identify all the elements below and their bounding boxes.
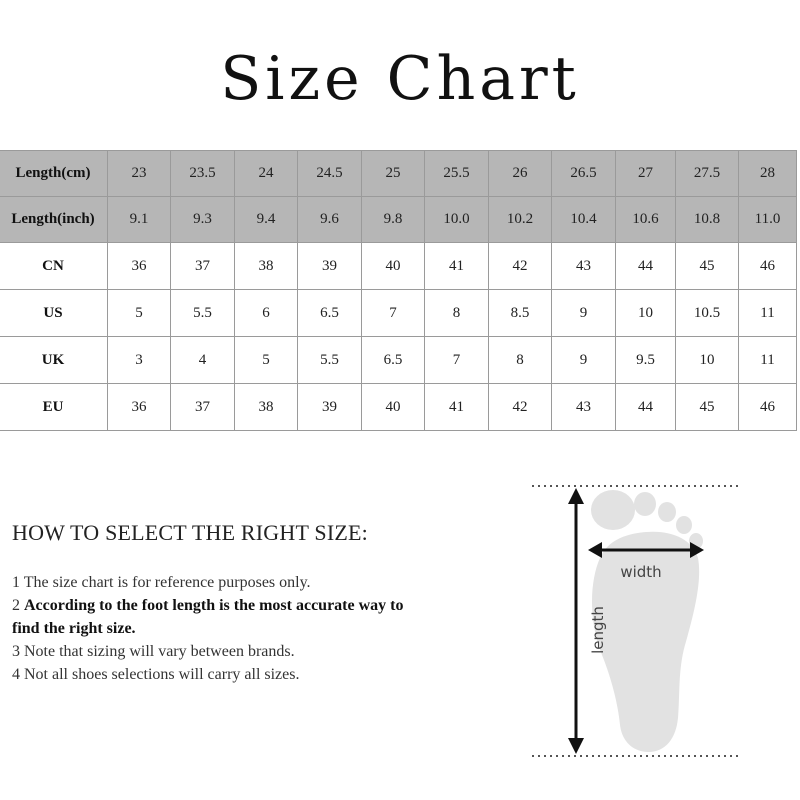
table-cell: 5 [235, 337, 298, 384]
table-cell: 41 [425, 243, 489, 290]
table-cell: 43 [552, 243, 616, 290]
table-cell: 9.6 [298, 197, 362, 243]
table-cell: 7 [362, 290, 425, 337]
table-cell: 45 [676, 243, 739, 290]
table-row [0, 151, 797, 197]
table-row [0, 384, 797, 431]
length-arrow-top-head [568, 488, 584, 504]
tip-text: Not all shoes selections will carry all sizes. [24, 666, 300, 683]
length-label: length [589, 606, 607, 654]
table-cell: 40 [362, 243, 425, 290]
table-cell: 6.5 [362, 337, 425, 384]
tip-text: The size chart is for reference purposes only. [23, 574, 311, 591]
table-cell: 38 [235, 384, 298, 431]
width-label: width [620, 563, 662, 581]
table-cell: 8.5 [489, 290, 552, 337]
table-row [0, 290, 797, 337]
tip-number: 2 [12, 597, 20, 614]
tip-item [12, 640, 432, 663]
table-cell: 46 [739, 243, 797, 290]
table-cell: 10.0 [425, 197, 489, 243]
table-cell: 9.4 [235, 197, 298, 243]
row-label: CN [0, 243, 108, 290]
howto-heading: HOW TO SELECT THE RIGHT SIZE: [12, 520, 368, 545]
page-title: Size Chart [220, 44, 580, 114]
table-cell: 37 [171, 243, 235, 290]
table-cell: 5.5 [298, 337, 362, 384]
foot-diagram [520, 470, 770, 770]
table-cell: 7 [425, 337, 489, 384]
tips-list [12, 571, 432, 686]
table-cell: 28 [739, 151, 797, 197]
table-cell: 10 [676, 337, 739, 384]
table-row [0, 243, 797, 290]
table-cell: 9 [552, 290, 616, 337]
table-cell: 39 [298, 243, 362, 290]
table-cell: 24.5 [298, 151, 362, 197]
table-cell: 6 [235, 290, 298, 337]
table-cell: 36 [108, 384, 171, 431]
table-cell: 40 [362, 384, 425, 431]
table-cell: 27.5 [676, 151, 739, 197]
table-cell: 8 [489, 337, 552, 384]
table-cell: 10.8 [676, 197, 739, 243]
table-row [0, 197, 797, 243]
width-arrow-left-head [588, 542, 602, 558]
table-cell: 9.1 [108, 197, 171, 243]
table-cell: 39 [298, 384, 362, 431]
table-cell: 42 [489, 384, 552, 431]
tip-item [12, 571, 432, 594]
tip-text: Note that sizing will vary between brands. [24, 643, 295, 660]
row-label: UK [0, 337, 108, 384]
table-cell: 8 [425, 290, 489, 337]
table-cell: 23 [108, 151, 171, 197]
row-label: US [0, 290, 108, 337]
tip-item [12, 663, 432, 686]
table-cell: 27 [616, 151, 676, 197]
table-cell: 10.4 [552, 197, 616, 243]
table-cell: 44 [616, 384, 676, 431]
table-cell: 11 [739, 290, 797, 337]
table-cell: 36 [108, 243, 171, 290]
table-cell: 9 [552, 337, 616, 384]
table-cell: 5 [108, 290, 171, 337]
table-cell: 10.6 [616, 197, 676, 243]
foot-outline-icon [591, 490, 703, 752]
tip-number: 4 [12, 666, 20, 683]
size-table [0, 150, 797, 431]
table-cell: 43 [552, 384, 616, 431]
table-cell: 9.8 [362, 197, 425, 243]
table-cell: 26.5 [552, 151, 616, 197]
table-cell: 25.5 [425, 151, 489, 197]
table-cell: 3 [108, 337, 171, 384]
table-cell: 44 [616, 243, 676, 290]
table-cell: 38 [235, 243, 298, 290]
table-cell: 23.5 [171, 151, 235, 197]
row-label: Length(cm) [0, 151, 108, 197]
table-cell: 10 [616, 290, 676, 337]
table-cell: 4 [171, 337, 235, 384]
table-cell: 6.5 [298, 290, 362, 337]
table-cell: 25 [362, 151, 425, 197]
tip-number: 1 [12, 574, 20, 591]
tip-text: According to the foot length is the most accurate way to find the right size. [12, 597, 404, 637]
table-cell: 5.5 [171, 290, 235, 337]
table-cell: 41 [425, 384, 489, 431]
table-cell: 10.5 [676, 290, 739, 337]
tip-number: 3 [12, 643, 20, 660]
length-arrow-bottom-head [568, 738, 584, 754]
table-cell: 46 [739, 384, 797, 431]
table-cell: 11 [739, 337, 797, 384]
table-cell: 10.2 [489, 197, 552, 243]
table-row [0, 337, 797, 384]
tip-item [12, 594, 432, 640]
table-cell: 11.0 [739, 197, 797, 243]
table-cell: 26 [489, 151, 552, 197]
row-label: Length(inch) [0, 197, 108, 243]
row-label: EU [0, 384, 108, 431]
table-cell: 37 [171, 384, 235, 431]
table-cell: 9.5 [616, 337, 676, 384]
table-cell: 24 [235, 151, 298, 197]
table-cell: 9.3 [171, 197, 235, 243]
table-cell: 42 [489, 243, 552, 290]
table-cell: 45 [676, 384, 739, 431]
